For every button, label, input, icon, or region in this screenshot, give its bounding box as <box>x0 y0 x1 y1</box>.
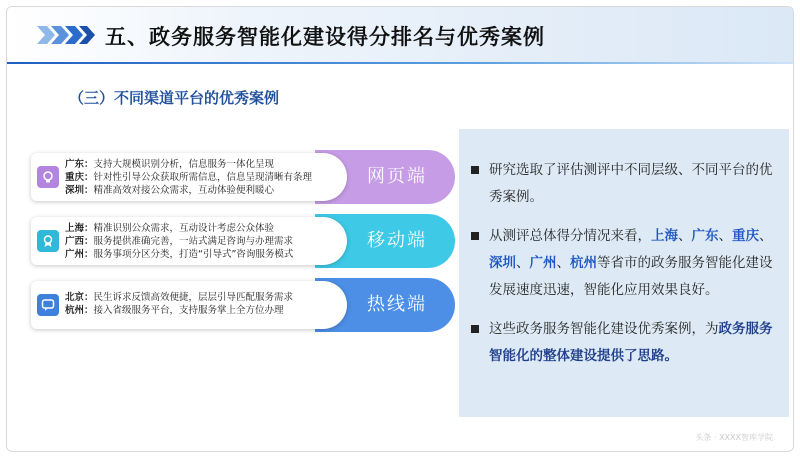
channel-row-mobile <box>31 214 455 268</box>
lightbulb-icon <box>37 166 59 188</box>
city-highlight: 重庆 <box>732 228 759 244</box>
case-list <box>65 158 341 197</box>
case-item: 重庆：针对性引导公众获取所需信息，信息呈现清晰有条理 <box>65 172 313 183</box>
section-subtitle: （三）不同渠道平台的优秀案例 <box>69 89 280 107</box>
case-item: 杭州：接入省级服务平台，支持服务掌上全方位办理 <box>65 305 284 316</box>
emphasis-text: 政务服务智能化的整体建设提供了思路。 <box>489 321 773 364</box>
city-highlight: 杭州 <box>570 255 597 271</box>
header-divider <box>7 62 793 64</box>
channel-row-web <box>31 150 455 204</box>
slide <box>6 6 794 452</box>
channel-card <box>31 153 347 201</box>
case-item: 北京：民生诉求反馈高效便捷，层层引导匹配服务需求 <box>65 292 294 303</box>
chevron-arrows-icon <box>37 26 95 44</box>
slide-header <box>7 7 793 63</box>
chat-icon <box>37 294 59 316</box>
case-list <box>65 222 341 261</box>
award-icon <box>37 230 59 252</box>
bullet-marker <box>471 166 479 174</box>
summary-panel <box>459 129 789 417</box>
bullet-marker <box>471 325 479 333</box>
case-item: 广西：服务提供准确完善，一站式满足咨询与办理需求 <box>65 236 294 247</box>
case-list <box>65 291 341 317</box>
watermark: 头条 · XXXX智库学院 <box>695 433 773 442</box>
page-title: 五、政务服务智能化建设得分排名与优秀案例 <box>105 25 545 49</box>
summary-bullet-1: 研究选取了评估测评中不同层级、不同平台的优秀案例。 <box>471 157 779 211</box>
case-item: 深圳：精准高效对接公众需求，互动体验便利暖心 <box>65 185 275 196</box>
city-highlight: 上海 <box>651 228 678 244</box>
summary-bullet-2: 从测评总体得分情况来看，上海、广东、重庆、深圳、广州、杭州等省市的政务服务智能化建设发展速度迅速，智能化应用效果良好。 <box>471 223 779 304</box>
city-highlight: 深圳 <box>489 255 516 271</box>
bullet-marker <box>471 232 479 240</box>
city-highlight: 广州 <box>529 255 557 271</box>
case-item: 广东：支持大规模识别分析，信息服务一体化呈现 <box>65 159 275 170</box>
case-item: 广州：服务事项分区分类，打造“引导式”咨询服务模式 <box>65 249 294 260</box>
channel-tab-label: 移动端 <box>367 230 427 251</box>
channel-tab-label: 网页端 <box>367 166 427 187</box>
case-item: 上海：精准识别公众需求，互动设计考虑公众体验 <box>65 223 275 234</box>
channel-card <box>31 217 347 265</box>
channel-card <box>31 281 347 329</box>
city-highlight: 广东 <box>691 228 719 244</box>
channel-tab-label: 热线端 <box>367 294 427 315</box>
summary-bullet-3: 这些政务服务智能化建设优秀案例，为政务服务智能化的整体建设提供了思路。 <box>471 316 779 370</box>
channel-row-hotline <box>31 278 455 332</box>
